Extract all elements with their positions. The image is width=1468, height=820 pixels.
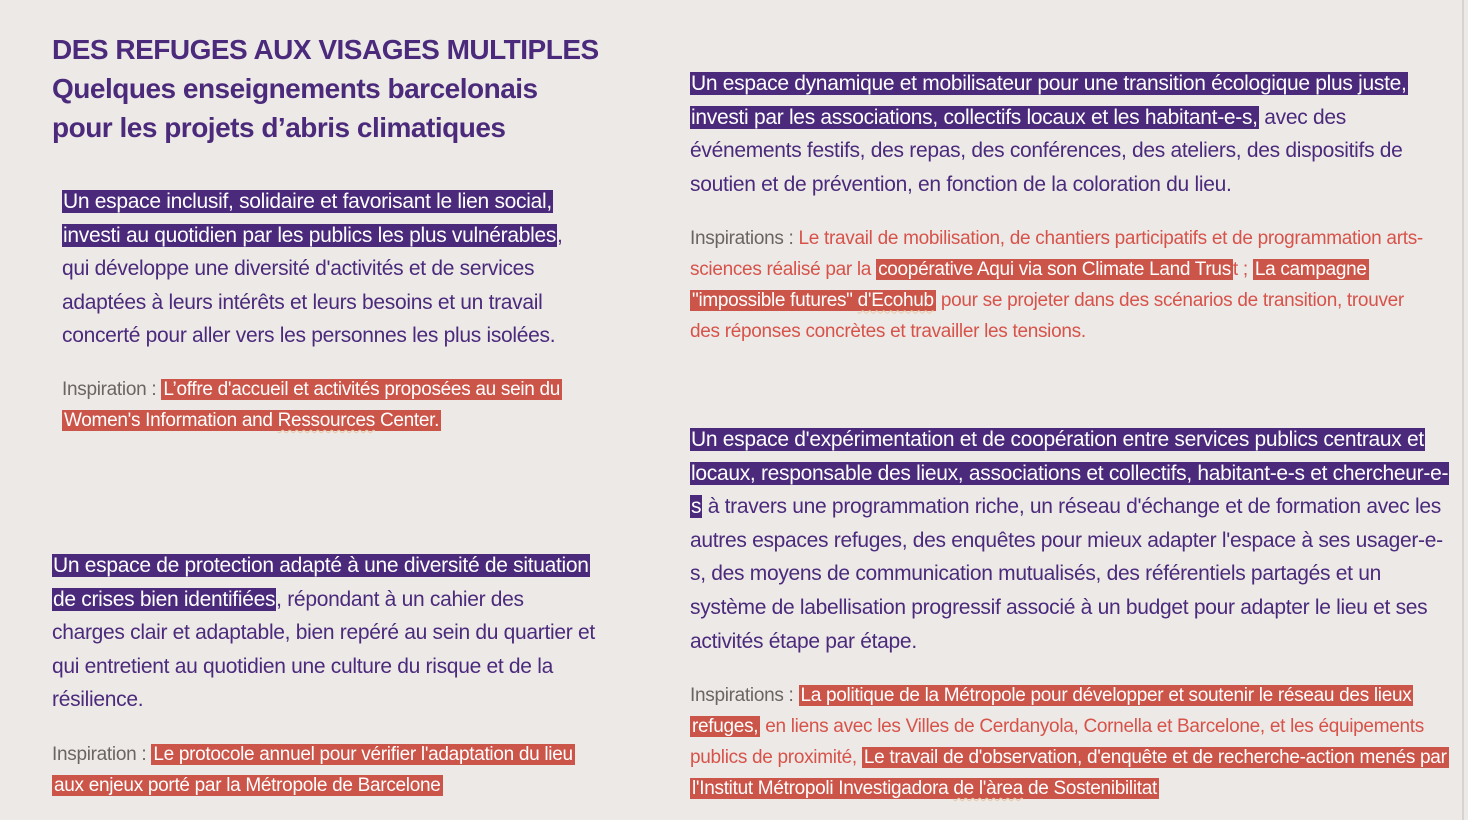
inspiration-experimentation-space — [690, 680, 1450, 804]
inspiration-inclusive-space — [62, 374, 587, 436]
spellcheck-word: Ressources — [277, 409, 375, 431]
paragraph-protection-space — [52, 549, 597, 717]
paragraph-dynamic-space — [690, 67, 1430, 201]
inspiration-label: Inspirations : — [690, 228, 799, 250]
inspiration-label: Inspiration : — [62, 378, 162, 400]
inspiration-label: Inspiration : — [52, 743, 152, 765]
section-dynamic-space — [690, 67, 1430, 347]
text-inclusive-space: , qui développe une diversité d'activités et de services adaptées à leurs intérêts et leurs besoins et un travail concerté pour aller vers les personnes les plus isolées. — [62, 223, 563, 348]
inspiration-text: L’offre d'accueil et activités proposées au sein du Women's Information and — [64, 378, 561, 431]
inspiration-text: Le travail de d'observation, d'enquête et de recherche-action menés par l'Institut Métropoli Investigadora — [692, 747, 1447, 800]
text-dynamic-space: avec des événements festifs, des repas, des conférences, des ateliers, des dispositifs de soutien et de prévention, en fonction de la coloration du lieu. — [690, 105, 1403, 196]
inspiration-link-metropole-protocol[interactable]: Le protocole annuel pour vérifier l'adaptation du lieu aux enjeux porté par la Métropole de Barcelone — [54, 743, 573, 796]
section-protection-space — [52, 549, 597, 801]
inspiration-text: de Sostenibilitat — [1022, 778, 1157, 800]
inspiration-text: t ; — [1232, 259, 1253, 281]
inspiration-text: pour se projeter dans des scénarios de transition, trouver des réponses concrètes et travailler les tensions. — [690, 290, 1404, 343]
section-inclusive-space — [62, 185, 592, 436]
inspiration-text: en liens avec les Villes de Cerdanyola, Cornella et Barcelone, et les équipements publics de proximité, — [690, 716, 1424, 769]
inspiration-dynamic-space — [690, 223, 1430, 347]
spellcheck-word: d'Ecohub — [857, 290, 934, 312]
inspiration-link-aqui-cooperative[interactable]: coopérative Aqui via son Climate Land Trus — [878, 259, 1231, 281]
highlight-protection-space: Un espace de protection adapté à une diversité de situation de crises bien identifiées — [53, 554, 589, 611]
title-line-2: Quelques enseignements barcelonais — [52, 73, 538, 104]
text-experimentation-space: à travers une programmation riche, un réseau d'échange et de formation avec les autres espaces refuges, des enquêtes pour mieux adapter l'espace à ses usager-e-s, des moyens de communication mutualisés, des référentiels partagés et un système de labellisation progressif associé à un budget pour adapter le lieu et ses activités étape par étape. — [690, 495, 1443, 653]
section-experimentation-space — [690, 423, 1450, 804]
inspiration-text: La campagne "impossible futures" — [692, 259, 1367, 312]
highlight-experimentation-space: Un espace d'expérimentation et de coopération entre services publics centraux et locaux, responsable des lieux, associations et collectifs, habitant-e-s et chercheur-e-s — [691, 428, 1449, 519]
text-protection-space: , répondant à un cahier des charges clair et adaptable, bien repéré au sein du quartier et qui entretient au quotidien une culture du risque et de la résilience. — [52, 587, 595, 712]
highlight-dynamic-space: Un espace dynamique et mobilisateur pour une transition écologique plus juste, investi par les associations, collectifs locaux et les habitant-e-s, — [691, 72, 1407, 129]
page-title — [52, 30, 632, 147]
inspiration-text: Le travail de mobilisation, de chantiers participatifs et de programmation arts-sciences réalisé par la — [690, 228, 1423, 281]
title-line-3: pour les projets d’abris climatiques — [52, 112, 506, 143]
spellcheck-word: de l'àrea — [953, 778, 1023, 800]
inspiration-protection-space — [52, 739, 592, 801]
highlight-inclusive-space: Un espace inclusif, solidaire et favorisant le lien social, investi au quotidien par les publics les plus vulnérables — [63, 190, 557, 247]
paragraph-inclusive-space — [62, 185, 592, 353]
title-line-1: DES REFUGES AUX VISAGES MULTIPLES — [52, 34, 599, 65]
inspiration-text: Center. — [374, 409, 440, 431]
paragraph-experimentation-space — [690, 423, 1450, 658]
inspiration-link-metropole-policy[interactable]: La politique de la Métropole pour développer et soutenir le réseau des lieux refuges, — [692, 685, 1412, 738]
inspiration-label: Inspirations : — [690, 685, 799, 707]
